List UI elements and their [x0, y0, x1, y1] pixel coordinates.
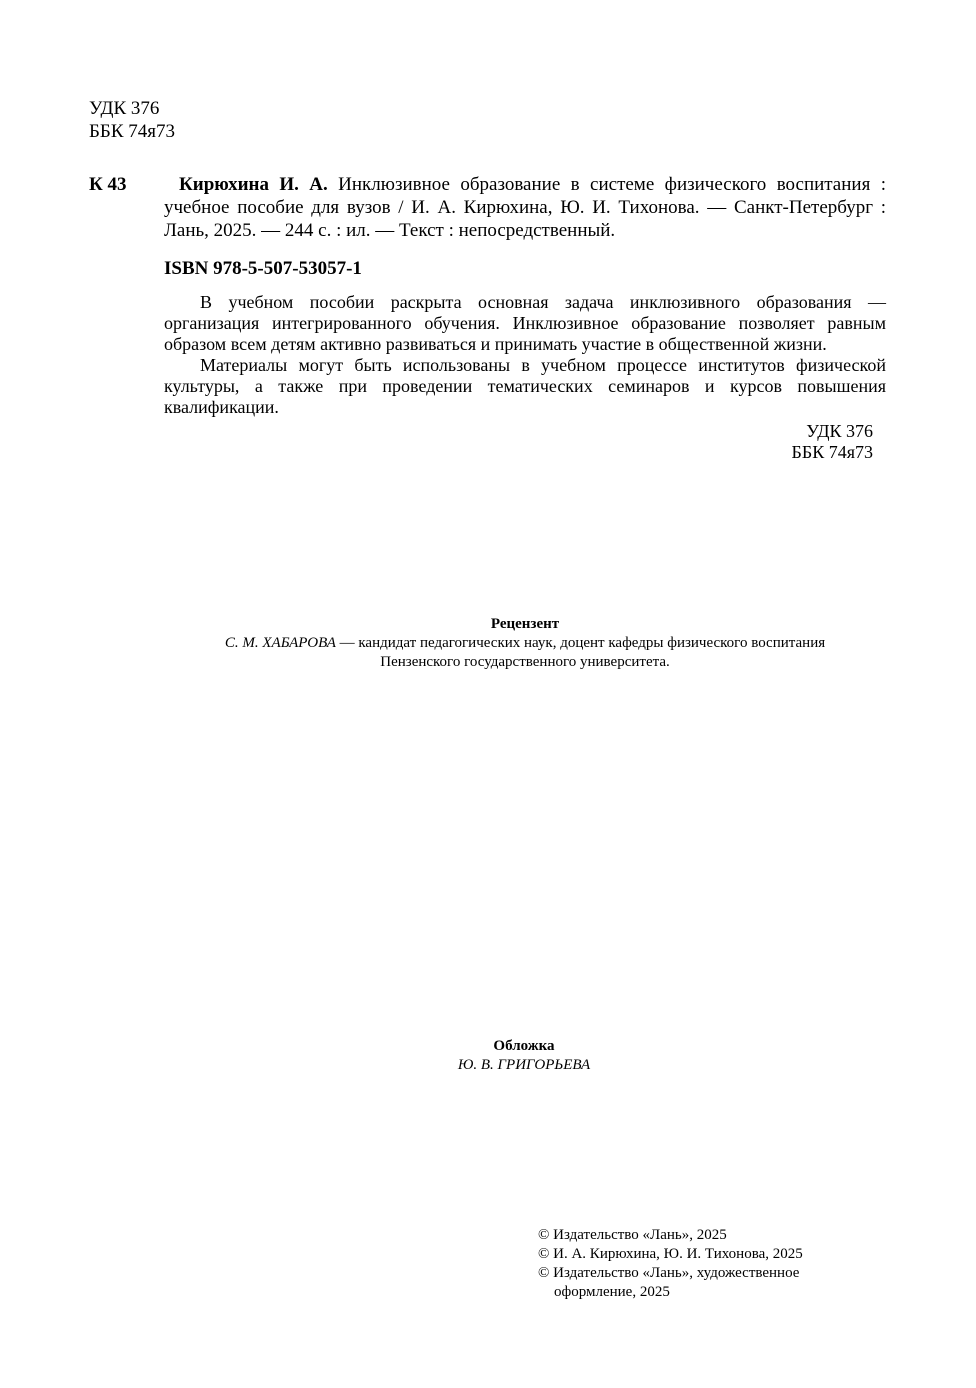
copyright-line-2: © И. А. Кирюхина, Ю. И. Тихонова, 2025 [538, 1246, 803, 1262]
bottom-codes [700, 421, 873, 463]
reviewer-line-1 [120, 634, 930, 653]
top-codes [89, 97, 175, 143]
udk-code-bottom: УДК 376 [806, 421, 873, 441]
copyright-line-3-continuation: оформление, 2025 [554, 1284, 670, 1300]
bbk-code: ББК 74я73 [89, 121, 175, 142]
copyright-line-3: © Издательство «Лань», художественное [538, 1265, 800, 1281]
reviewer-heading: Рецензент [490, 616, 560, 632]
reviewer-description: — кандидат педагогических наук, доцент кафедры физического воспитания [335, 635, 826, 651]
catalog-mark: К 43 [89, 174, 127, 195]
reviewer-name: С. М. ХАБАРОВА [224, 635, 336, 651]
udk-code: УДК 376 [89, 98, 160, 119]
bibliographic-description: Инклюзивное образование в системе физического воспитания : учебное пособие для вузов / И. А. Кирюхина, Ю. И. Тихонова. — Санкт-Петербург : Лань, 2025. — 244 с. : ил. — Текст : непосредственный. [164, 174, 886, 241]
annotation [164, 292, 886, 418]
copyright-line-1: © Издательство «Лань», 2025 [538, 1227, 727, 1243]
reviewer-line-2: Пензенского государственного университета. [380, 654, 670, 670]
annotation-paragraph-1: В учебном пособии раскрыта основная задача инклюзивного образования — организация интегрированного обучения. Инклюзивное образование позволяет равным образом всем детям активно развиваться и принимать участие в общественной жизни. [164, 292, 886, 354]
isbn: ISBN 978-5-507-53057-1 [164, 258, 362, 279]
reviewer-block [120, 615, 930, 672]
bibliographic-record [164, 173, 886, 242]
author-name: Кирюхина И. А. [179, 174, 328, 195]
cover-block [324, 1037, 724, 1075]
cover-heading: Обложка [493, 1038, 555, 1054]
cover-designer-name: Ю. В. ГРИГОРЬЕВА [457, 1057, 591, 1073]
annotation-paragraph-2: Материалы могут быть использованы в учебном процессе институтов физической культуры, а также при проведении тематических семинаров и курсов повышения квалификации. [164, 355, 886, 417]
bbk-code-bottom: ББК 74я73 [791, 442, 873, 462]
copyright-block [538, 1226, 803, 1302]
